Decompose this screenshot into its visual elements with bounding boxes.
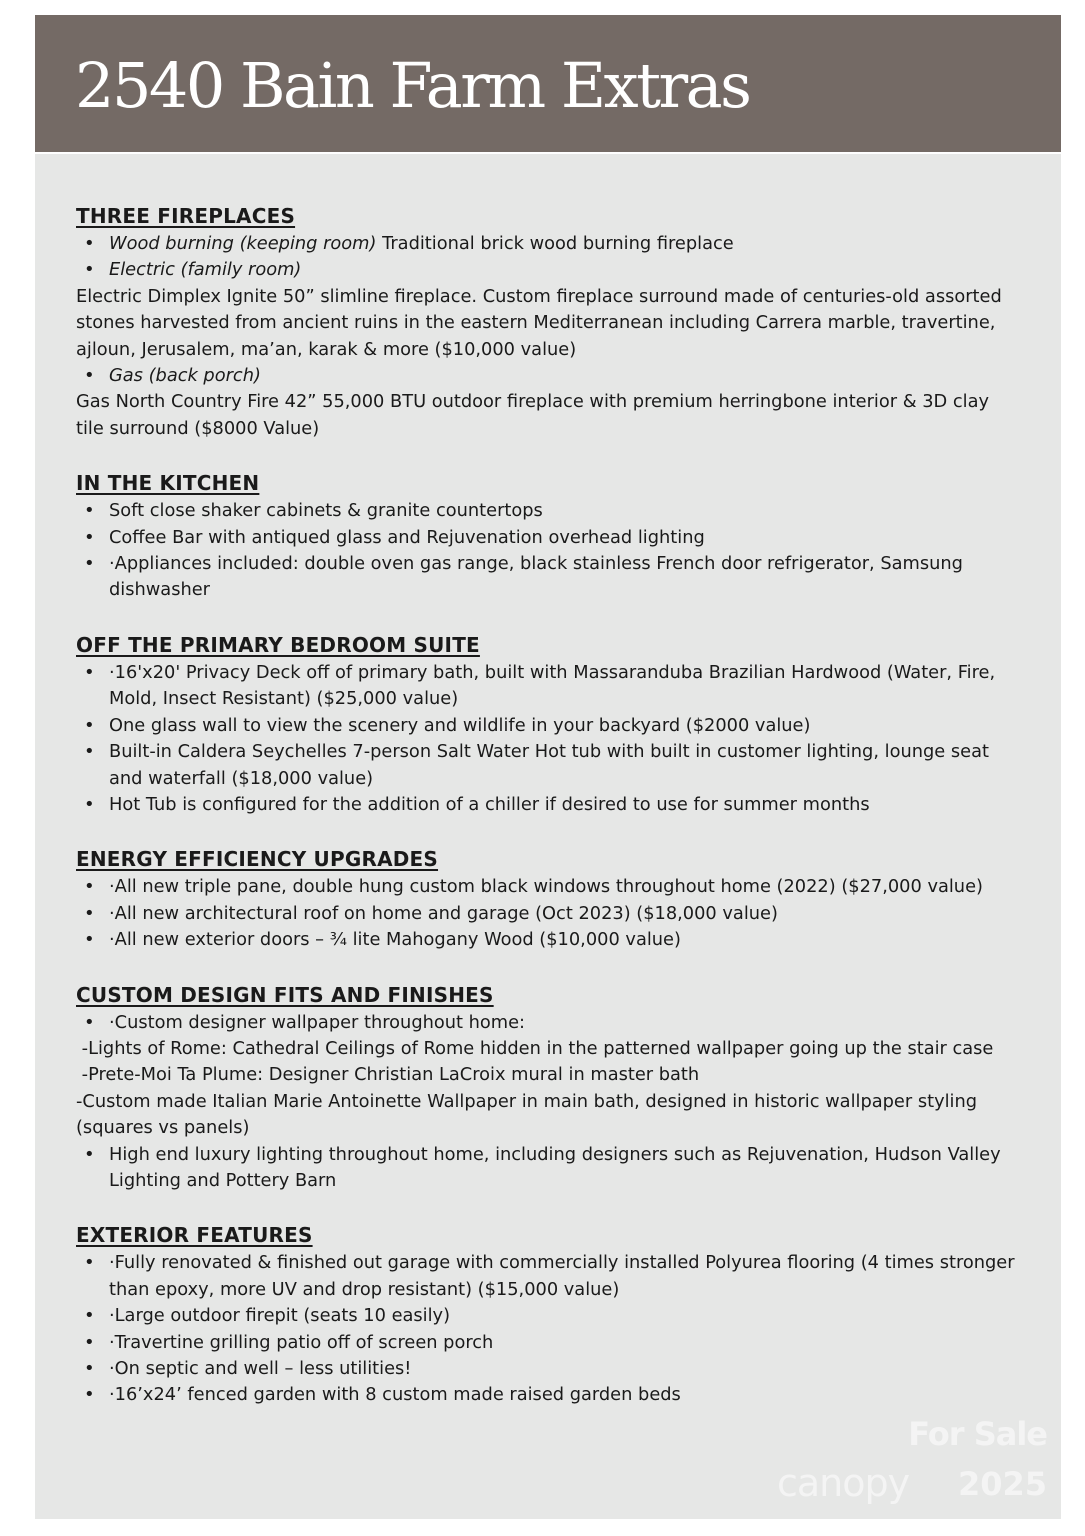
section-primary-suite: [76, 630, 1016, 818]
fireplace-list: [76, 231, 1016, 284]
list-item: • ·Custom designer wallpaper throughout home:: [76, 1010, 1016, 1036]
section-heading: EXTERIOR FEATURES: [76, 1223, 313, 1248]
section-energy: [76, 844, 1016, 953]
section-fireplaces: [76, 201, 1016, 442]
fireplace-type-label: Wood burning (keeping room): [109, 233, 377, 254]
section-heading: OFF THE PRIMARY BEDROOM SUITE: [76, 632, 480, 657]
section-heading: IN THE KITCHEN: [76, 471, 260, 496]
listing-watermark: [777, 1415, 1047, 1505]
watermark-year: 2025: [957, 1465, 1047, 1503]
fireplace-type-label: Electric (family room): [109, 259, 302, 281]
list-item: [76, 363, 1016, 389]
banner-divider: [35, 152, 1061, 154]
list-item: • ·16’x24’ fenced garden with 8 custom made raised garden beds: [76, 1382, 1016, 1408]
section-heading: ENERGY EFFICIENCY UPGRADES: [76, 847, 439, 872]
list-item: • Built-in Caldera Seychelles 7-person Salt Water Hot tub with built in customer lighting, lounge seat and waterfall ($18,000 value): [76, 739, 1016, 792]
list-item: • ·All new architectural roof on home and garage (Oct 2023) ($18,000 value): [76, 901, 1016, 927]
list-item: • Coffee Bar with antiqued glass and Rejuvenation overhead lighting: [76, 525, 1016, 551]
fireplace-list: [76, 363, 1016, 389]
feature-list: [76, 498, 1016, 604]
page-title: 2540 Bain Farm Extras: [75, 49, 750, 122]
fireplace-paragraph: Gas North Country Fire 42” 55,000 BTU outdoor fireplace with premium herringbone interior & 3D clay tile surround ($8000 Value): [76, 391, 990, 439]
watermark-for-sale: For Sale: [908, 1415, 1047, 1453]
document-sheet: [35, 15, 1061, 1519]
design-detail-line: -Prete-Moi Ta Plume: Designer Christian LaCroix mural in master bath: [76, 1064, 700, 1086]
feature-list: [76, 874, 1016, 953]
list-item: • ·16'x20' Privacy Deck off of primary bath, built with Massaranduba Brazilian Hardwood (Water, Fire, Mold, Insect Resistant) ($25,000 value): [76, 660, 1016, 713]
list-item: • ·All new triple pane, double hung custom black windows throughout home (2022) ($27,000 value): [76, 874, 1016, 900]
list-item: • ·All new exterior doors – ¾ lite Mahogany Wood ($10,000 value): [76, 927, 1016, 953]
section-kitchen: [76, 468, 1016, 604]
feature-list: [76, 1250, 1016, 1408]
fireplace-description: Traditional brick wood burning fireplace: [382, 233, 734, 254]
list-item: • ·Travertine grilling patio off of screen porch: [76, 1330, 1016, 1356]
feature-list: [76, 1010, 1016, 1036]
list-item: [76, 257, 1016, 283]
list-item: • High end luxury lighting throughout home, including designers such as Rejuvenation, Hudson Valley Lighting and Pottery Barn: [76, 1142, 1016, 1195]
title-banner: [35, 15, 1061, 152]
list-item: • ·Large outdoor firepit (seats 10 easily): [76, 1303, 1016, 1329]
section-heading: CUSTOM DESIGN FITS AND FINISHES: [76, 982, 494, 1007]
list-item: [76, 231, 1016, 257]
list-item: • ·Fully renovated & finished out garage with commercially installed Polyurea flooring (4 times stronger than epoxy, more UV and drop resistant) ($15,000 value): [76, 1250, 1016, 1303]
list-item: • Hot Tub is configured for the addition of a chiller if desired to use for summer months: [76, 792, 1016, 818]
fireplace-paragraph: Electric Dimplex Ignite 50” slimline fireplace. Custom fireplace surround made of centuries-old assorted stones harvested from ancient ruins in the eastern Mediterranean including Carrera marble, travertine, ajloun, Jerusalem, ma’an, karak & more ($10,000 value): [76, 285, 1002, 360]
feature-list: [76, 1142, 1016, 1195]
list-item: • ·Appliances included: double oven gas range, black stainless French door refrigerator, Samsung dishwasher: [76, 551, 1016, 604]
feature-list: [76, 660, 1016, 818]
list-item: • ·On septic and well – less utilities!: [76, 1356, 1016, 1382]
fireplace-type-label: Gas (back porch): [109, 365, 261, 387]
section-heading: THREE FIREPLACES: [76, 204, 296, 228]
design-detail-line: -Custom made Italian Marie Antoinette Wallpaper in main bath, designed in historic wallpaper styling (squares vs panels): [76, 1090, 978, 1139]
document-body: [76, 201, 1016, 1435]
list-item: • Soft close shaker cabinets & granite countertops: [76, 498, 1016, 524]
section-custom-design: [76, 980, 1016, 1195]
section-exterior: [76, 1220, 1016, 1408]
design-detail-line: -Lights of Rome: Cathedral Ceilings of Rome hidden in the patterned wallpaper going up the stair case: [76, 1037, 994, 1059]
watermark-brand: canopy: [777, 1461, 910, 1505]
list-item: • One glass wall to view the scenery and wildlife in your backyard ($2000 value): [76, 713, 1016, 739]
